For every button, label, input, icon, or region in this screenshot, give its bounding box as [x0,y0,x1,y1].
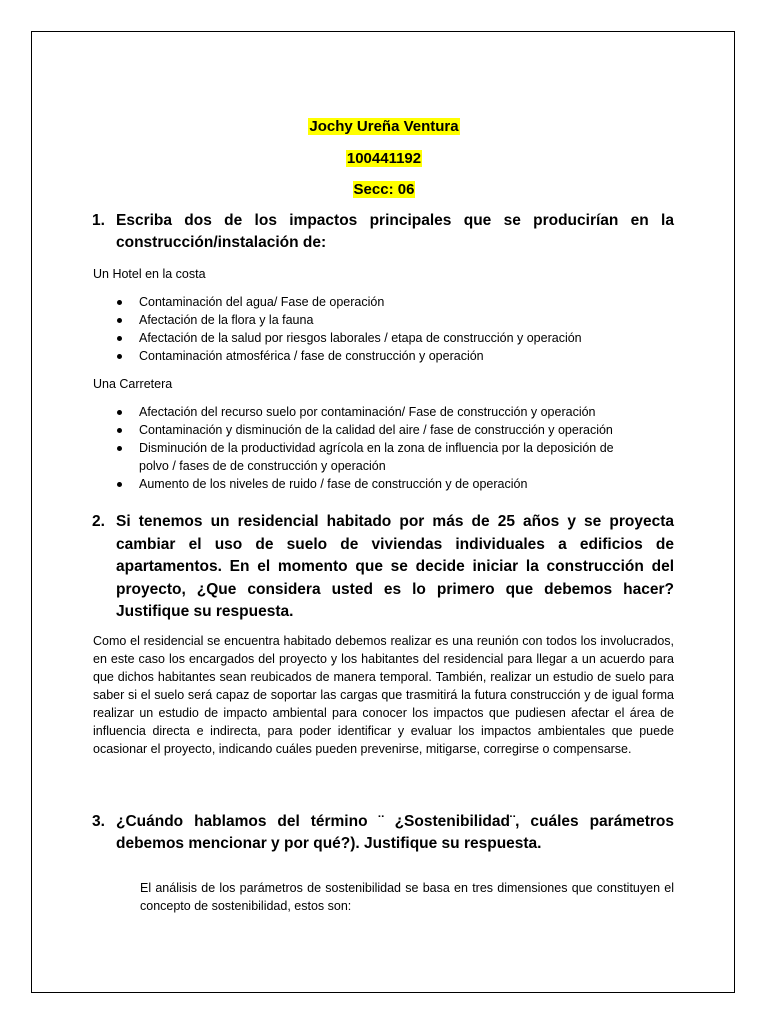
question-3-number: 3. [92,813,105,830]
section-label: Secc: 06 [353,181,415,198]
list-item: Contaminación atmosférica / fase de construcción y operación [0,347,639,365]
bullet-icon [117,482,122,487]
list-item: Aumento de los niveles de ruido / fase de construcción y de operación [0,475,639,493]
list-item: Afectación de la salud por riesgos laborales / etapa de construcción y operación [0,329,639,347]
hotel-heading: Un Hotel en la costa [93,267,206,281]
bullet-icon [117,318,122,323]
list-item: Contaminación del agua/ Fase de operación [0,293,639,311]
question-1-number: 1. [92,212,105,229]
question-3 [92,811,674,855]
bullet-icon [117,336,122,341]
question-2-number: 2. [92,513,105,530]
hotel-impacts-list [0,293,639,365]
question-1 [92,210,674,254]
bullet-icon [117,428,122,433]
question-2-text: Si tenemos un residencial habitado por más de 25 años y se proyecta cambiar el uso de suelo de viviendas individuales a edificios de apartamentos. En el momento que se decide iniciar la construcción del proyecto, ¿Que considera usted es lo primero que debemos hacer? Justifique su respuesta. [116,513,674,620]
answer-3-paragraph: El análisis de los parámetros de sostenibilidad se basa en tres dimensiones que constituyen el concepto de sostenibilidad, estos son: [140,881,674,913]
question-1-text: Escriba dos de los impactos principales que se producirían en la construcción/instalación de: [116,212,674,251]
bullet-icon [117,354,122,359]
road-heading: Una Carretera [93,377,173,391]
bullet-icon [117,300,122,305]
list-item: Contaminación y disminución de la calidad del aire / fase de construcción y operación [0,421,639,439]
student-name: Jochy Ureña Ventura [309,118,459,135]
bullet-icon [117,446,122,451]
question-3-text: ¿Cuándo hablamos del término ¨ ¿Sostenibilidad¨, cuáles parámetros debemos mencionar y por qué?). Justifique su respuesta. [116,813,674,852]
question-2 [92,511,674,624]
list-item: Afectación del recurso suelo por contaminación/ Fase de construcción y operación [0,403,639,421]
road-impacts-list [0,403,639,493]
student-id: 100441192 [346,150,422,167]
list-item: Afectación de la flora y la fauna [0,311,639,329]
list-item: Disminución de la productividad agrícola en la zona de influencia por la deposición de polvo / fases de de construcción y operación [0,439,639,475]
answer-2-paragraph: Como el residencial se encuentra habitado debemos realizar es una reunión con todos los involucrados, en este caso los encargados del proyecto y los habitantes del residencial para llegar a un acuerdo para que dichos habitantes sean reubicados de manera temporal. También, realizar un estudio de suelo para saber si el suelo será capaz de soportar las cargas que trasmitirá la futura construcción y de igual forma realizar un estudio de impacto ambiental para conocer los impactos que pudiesen afectar el área de influencia directa e indirecta, para poder identificar y evaluar los impactos ambientales que puede ocasionar el proyecto, indicando cuáles pueden prevenirse, mitigarse, corregirse o compensarse. [93,634,674,756]
bullet-icon [117,410,122,415]
